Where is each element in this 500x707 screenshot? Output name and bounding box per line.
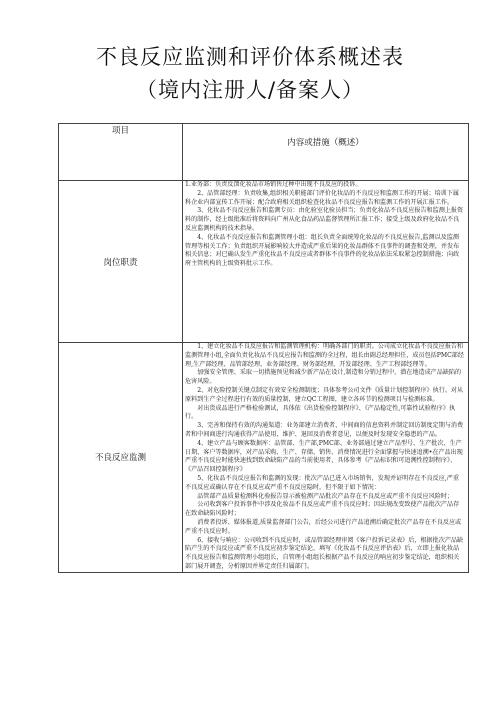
paragraph: 3、完善和保持有效的沟通渠道：业务部建立消费者、中间商的信息资料并制定回访制度定期与消费者和中间商进行沟通获得产品使用、维护、退回及消费者意见，以便及时发现安全隐患的产品。 [185,422,464,438]
paragraph: 2、对危险控制关键点制定有效安全检测制度；具体参考公司文件《质量计划控制程序》执行。对从原料到生产全过程进行有效的质量控制，建立QC工程图，建立各环节的检测项目与检测标准。 [185,386,464,403]
row-content-duties [183,181,469,343]
paragraph: 2、品管部经理：负责收集,组织相关职能部门评价化妆品的不良反应和监测工作的开展；培训下属科企业内部宣传工作开展；配合政府相关组织检查化妆品不良反应报告和监测工作的开展汇报工作。 [185,189,459,206]
table-header-row [59,124,469,181]
paragraph: 5、化妆品不良反应报告和监测的发现：批次产品已进入市场销售，发现并证明存在不良反应,严重不良反应或确认存在不良反应或严重不良反应隐时，但不限于如下情况： [185,474,459,491]
row-label-monitoring: 不良反应监测 [59,343,183,573]
paragraph: 6、接收与响应：公司收到不良反应时，或品管部经理审阅《客户投诉记录表》后，根据批次产品缺陷产生的不良反应或严重不良反应初步鉴定结论，填写《化妆品不良反应评估表》后，立即上报化妆品不良反应报告和监测管理小组组长，自管理小组组长根据产品不良反应的响应初步鉴定结论，组织相关部门展开调查，分析原因并界定责任归属部门。 [185,536,464,570]
table-row [59,343,469,573]
overview-table [58,123,469,573]
table-row [59,181,469,343]
paragraph: 消费者投诉、媒体报道,质量监督部门公告，后经公司进行产品追溯后确定批次产品存在不良反应或严重不良反应时。 [185,518,462,535]
row-label-duties: 岗位职责 [59,181,183,343]
paragraph: 1.业务部：负责反馈化妆品市场销售过种中出现不良反应的投诉。 [185,181,362,188]
row-content-monitoring [183,343,469,573]
header-item: 项目 [59,124,183,181]
paragraph: 3、化妆品不良反应报告和监测专员：由化验室化验员担当；负责化妆品不良反应报告和监测上报资料的制作，经上级批准后将资料向广州从化食品药品监督管理所汇报工作；接受上级及政府化妆品不良反应监测机构的技术指导。 [185,207,464,232]
document-subtitle: （境内注册人/备案人） [135,78,365,102]
document-title: 不良反应监测和评价体系概述表 [96,45,404,69]
paragraph: 4、建立产品与顾客数据库：品管部、生产部,PMC部、业务部通过建立产品型号、生产批次、生产日期、客户等数据库，对产品采购、生产、存储、销售、消费情况进行全面掌握与快速追溯•在产品出现严重不良反应时能快速找到致命缺陷产品的当前使用者，具体参考《产品标识和可追溯性控制程序》、《产品召回控制程序》 [185,439,463,474]
paragraph: 品管部产品质量检测科化验报告显示被检测产品批次产品存在不良反应或严重不良反应风险时； [197,492,454,500]
paragraph: 4、化妆品不良反应报告和监测管理小组：组长负责全面统筹化妆品的不良反应报告,监测以及监测管理等相关工作；负责组织开展影响较大并造成严重后果的化妆品群体不良事件的调查和处理，并发布相关信息；对已确认发生严重化妆品不良反应或者群体不良事件的化妆品依法采取紧急控制措施；向政府主管机构的上级资料批示工作。 [185,233,460,268]
header-content: 内容或措施（概述） [183,124,469,181]
paragraph: 公司收到客户投诉事件中涉及化妆品不良反应或严重不良反应时；因法规改变致使产品批次产品存在致命缺陷风险时； [185,501,460,518]
paragraph: 对出货成品进行严格检验测试，具体依《出货检验控制程序》、《产品稳定性,可靠性试验程序》执行。 [185,404,456,421]
paragraph: 加强安全管理、采取一切措施预见和减少新产品在设计,制造和分销过程中，潜在地造成产品缺陷的危害风险。 [185,369,462,386]
paragraph: 1、建立化妆品不良反应报告和监测管理机构：明确各部门的职责。公司成立化妆品不良反应报告和监测管理小组,全面负责化妆品不良反应报告和监测的全过程，组长由副总经理担任，成员包括PMC部经理,生产部经理、品管部经理、业务部经理、财务部经理、开发部经理、生产工程部经理等。 [185,343,464,368]
